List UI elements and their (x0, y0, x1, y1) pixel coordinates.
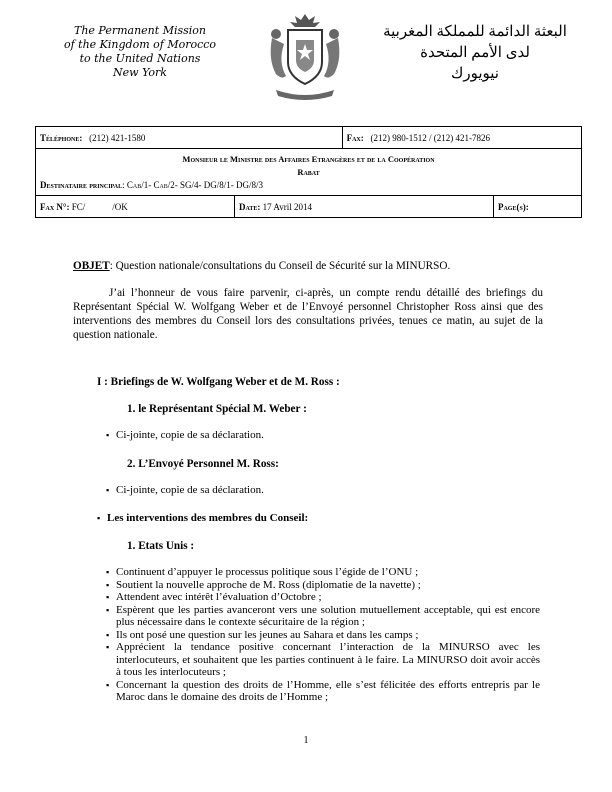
list-item: ▪ Soutient la nouvelle approche de M. Ross (diplomatie de la navette) ; (106, 579, 540, 592)
fax-value: (212) 980-1512 / (212) 421-7826 (370, 132, 490, 143)
destinataire-line (40, 179, 577, 192)
section-2-list (97, 512, 537, 525)
subsection-ross-heading: 2. L’Envoyé Personnel M. Ross: (127, 458, 279, 470)
fax-label: Fax: (346, 132, 364, 143)
objet-line (73, 259, 543, 273)
destinataire-label: Destinataire principal (40, 180, 123, 190)
subsection-weber-heading: 1. le Représentant Spécial M. Weber : (127, 403, 307, 415)
recipient-line: Monsieur le Ministre des Affaires Etrangères et de la Coopération (182, 154, 435, 164)
telephone-label: Téléphone: (40, 132, 83, 143)
fax-number-cell (342, 127, 581, 149)
list-item: ▪ Espèrent que les parties avanceront vers une solution mutuellement acceptable, qui est encore plus nécessaire dans le contexte sécuritaire de la région ; (106, 604, 540, 629)
objet-label: OBJET (73, 260, 110, 272)
fax-no-cell (36, 196, 235, 218)
ross-bullets (106, 484, 536, 497)
pages-label: Page(s): (497, 201, 529, 212)
list-item: ▪ Attendent avec intérêt l’évaluation d’Octobre ; (106, 591, 540, 604)
fax-no-value: FC/ /OK (71, 201, 128, 212)
header-ar-line: لدى الأمم المتحدة (420, 45, 530, 61)
list-item: ▪ Continuent d’appuyer le processus politique sous l’égide de l’ONU ; (106, 566, 540, 579)
date-cell (235, 196, 494, 218)
mission-name-arabic (380, 22, 570, 85)
objet-text: : Question nationale/consultations du Conseil de Sécurité sur la MINURSO. (109, 260, 451, 272)
mission-name-english (40, 24, 240, 80)
date-value: 17 Avril 2014 (262, 201, 312, 212)
header-en-line: of the Kingdom of Morocco (63, 38, 217, 51)
intro-paragraph: J’ai l’honneur de vous faire parvenir, ci-après, un compte rendu détaillé des briefings du Représentant Spécial W. Wolfgang Weber et de l’Envoyé personnel Christopher Ross ainsi que des interventions des membres du Conseil lors des consultations privées, tenues ce matin, au sujet de la question nationale. (73, 287, 543, 341)
header-en-line: New York (113, 66, 167, 79)
destinataire-value: : Cab/1- Cab/2- SG/4- DG/8/1- DG/8/3 (122, 180, 264, 190)
telephone-value: (212) 421-1580 (89, 132, 146, 143)
list-item: ▪ Concernant la question des droits de l’Homme, elle s’est félicitée des efforts entrepris par le Maroc dans le domaine des droits de l’Homme ; (106, 679, 540, 704)
header-ar-line: نيويورك (451, 66, 499, 82)
fax-header-table (35, 126, 582, 218)
coat-of-arms-emblem (262, 10, 348, 102)
header-en-line: to the United Nations (79, 52, 201, 65)
telephone-cell (36, 127, 343, 149)
header-ar-line: البعثة الدائمة للمملكة المغربية (383, 24, 567, 40)
fax-no-label: Fax N°: (40, 201, 70, 212)
list-item: ▪ Ci-jointe, copie de sa déclaration. (106, 429, 536, 442)
header-en-line: The Permanent Mission (74, 24, 206, 37)
us-points-list (106, 566, 540, 704)
date-label: Date: (239, 201, 261, 212)
list-item: ▪ Ils ont posé une question sur les jeunes au Sahara et dans les camps ; (106, 629, 540, 642)
weber-bullets (106, 429, 536, 442)
section-1-heading: I : Briefings de W. Wolfgang Weber et de M. Ross : (97, 376, 340, 388)
list-item: ▪ Apprécient la tendance positive concernant l’interaction de la MINURSO avec les interlocuteurs, et souhaitent que les parties continuent à le faire. La MINURSO doit avoir accès à tous les interlocuteurs ; (106, 641, 540, 679)
page-number: 1 (303, 735, 309, 746)
section-2-heading: ▪ Les interventions des membres du Conseil: (97, 512, 537, 525)
subsection-us-heading: 1. Etats Unis : (127, 540, 195, 552)
recipient-cell (36, 149, 582, 196)
recipient-city: Rabat (297, 167, 320, 177)
pages-cell (493, 196, 581, 218)
list-item: ▪ Ci-jointe, copie de sa déclaration. (106, 484, 536, 497)
